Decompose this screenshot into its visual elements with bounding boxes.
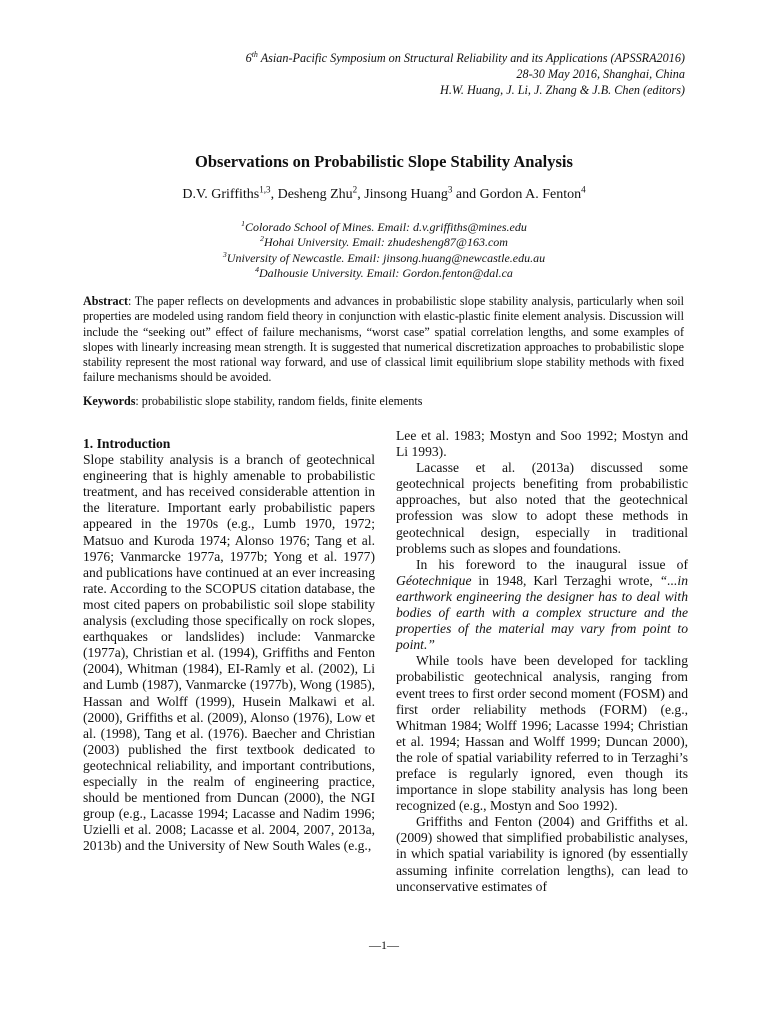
affiliation: $^3$University of Newcastle. Email: jinsong.huang@newcastle.edu.au: [222, 249, 546, 265]
keywords-text: : probabilistic slope stability, random fields, finite elements: [135, 394, 423, 408]
paragraph: In his foreword to the inaugural issue of Géotechnique in 1948, Karl Terzaghi wrote, “...in earthwork engineering the designer has to deal with bodies of earth with a complex structure and the properties of the material may vary from point to point.”: [396, 556, 688, 653]
keywords: [83, 394, 684, 409]
running-header: [125, 50, 685, 98]
affiliation: $^1$Colorado School of Mines. Email: d.v.griffiths@mines.edu: [241, 219, 527, 234]
paragraph: While tools have been developed for tackling probabilistic geotechnical analysis, ranging from event trees to first order second moment (FOSM) and first order reliability methods (FORM) (e.g., Whitman 1984; Wolff 1996; Lacasse 1994; Christian et al. 1994; Hassan and Wolff 1999; Duncan 2000), the role of spatial variability referred to in Terzaghi’s preface is regularly ignored, even though its importance in slope stability analysis has long been recognized (e.g., Mostyn and Soo 1992).: [396, 653, 688, 814]
header-editors: H.W. Huang, J. Li, J. Zhang & J.B. Chen (editors): [440, 83, 685, 97]
affiliation: $^2$Hohai University. Email: zhudesheng87@163.com: [260, 234, 508, 250]
right-column: [396, 428, 688, 895]
affiliations: [0, 220, 768, 281]
abstract: [83, 294, 684, 386]
header-date-location: 28-30 May 2016, Shanghai, China: [516, 67, 685, 81]
section-heading: 1. Introduction: [83, 436, 171, 451]
keywords-label: Keywords: [83, 394, 136, 408]
paper-title: Observations on Probabilistic Slope Stability Analysis: [195, 152, 573, 171]
abstract-text: : The paper reflects on developments and advances in probabilistic slope stability analysis, particularly when soil properties are modeled using random field theory in conjunction with elastic-plastic finite element analysis. Discussion will include the “seeking out” effect of failure mechanisms, “worst case” spatial correlation lengths, and some examples of slopes with linearly increasing mean strength. It is suggested that numerical discretization approaches to probabilistic slope stability represent the most rational way forward, and use of classical limit equilibrium slope stability methods with fixed failure mechanisms should be avoided.: [83, 294, 684, 385]
header-conference: 6th Asian-Pacific Symposium on Structural Reliability and its Applications (APSSRA2016): [245, 49, 685, 65]
abstract-label: Abstract: [83, 294, 129, 308]
paragraph: Griffiths and Fenton (2004) and Griffiths et al. (2009) showed that simplified probabilistic analyses, in which spatial variability is ignored (by essentially assuming infinite correlation lengths), can lead to unconservative estimates of: [396, 814, 688, 894]
paragraph: Lacasse et al. (2013a) discussed some geotechnical projects benefiting from probabilistic approaches, but also noted that the geotechnical profession was slow to adopt these methods in geotechnical design, especially in traditional problems such as slopes and foundations.: [396, 460, 688, 556]
paragraph: Lee et al. 1983; Mostyn and Soo 1992; Mostyn and Li 1993).: [396, 428, 688, 460]
author-list: D.V. Griffiths$^{1,3}$, Desheng Zhu$^2$, Jinsong Huang$^3$ and Gordon A. Fenton$^4$: [182, 184, 586, 202]
affiliation: $^4$Dalhousie University. Email: Gordon.fenton@dal.ca: [255, 264, 513, 280]
left-column: [83, 436, 375, 854]
paragraph: Slope stability analysis is a branch of geotechnical engineering that is highly amenable to probabilistic treatment, and has received considerable attention in the literature. Important early probabilistic papers appeared in the 1970s (e.g., Lumb 1970, 1972; Matsuo and Kuroda 1974; Alonso 1976; Tang et al. 1976; Vanmarcke 1977a, 1977b; Yong et al. 1977) and publications have continued at an ever increasing rate. According to the SCOPUS citation database, the most cited papers on probabilistic soil slope stability analysis (excluding those specifically on rock slopes, earthquakes or landslides) include: Vanmarcke (1977a), Christian et al. (1994), Griffiths and Fenton (2004), Whitman (1984), EI-Ramly et al. (2002), Li and Lumb (1987), Vanmarcke (1977b), Wong (1985), Hassan and Wolff (1999), Husein Malkawi et al. (2000), Griffiths et al. (2009), Alonso (1976), Low et al. (1998), Tang et al. (1976). Baecher and Christian (2003) published the first textbook dedicated to geotechnical reliability, and important contributions, especially in the realm of engineering practice, should be mentioned from Duncan (2000), the NGI group (e.g., Lacasse 1994; Lacasse and Nadim 1996; Uzielli et al. 2008; Lacasse et al. 2004, 2007, 2013a, 2013b) and the University of New South Wales (e.g.,: [83, 452, 375, 854]
page-number: —1—: [369, 938, 399, 952]
